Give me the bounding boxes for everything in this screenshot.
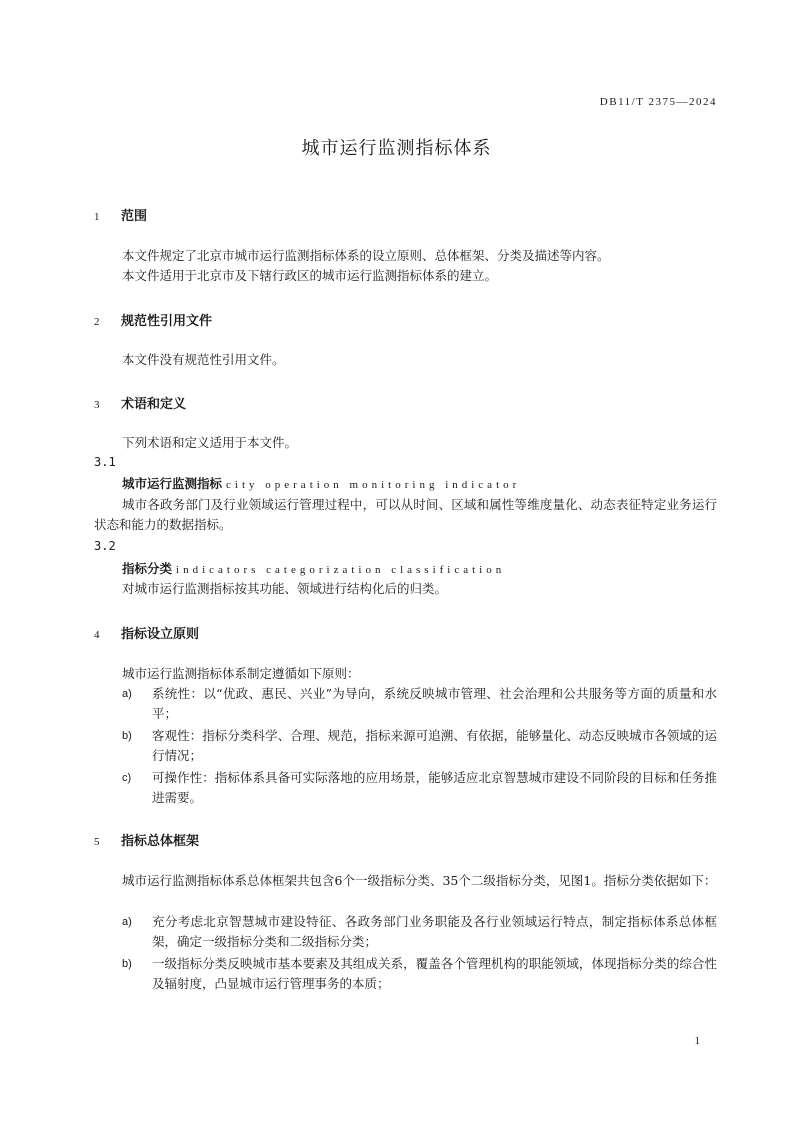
section-number: 3 xyxy=(94,399,100,411)
section-1-heading xyxy=(94,205,147,224)
section-5-heading xyxy=(94,830,199,849)
list-item xyxy=(122,954,717,994)
list-label: b) xyxy=(122,730,132,742)
document-id: DB11/T 2375—2024 xyxy=(599,96,717,108)
paragraph: 城市运行监测指标体系制定遵循如下原则： xyxy=(122,666,360,681)
list-label: a) xyxy=(122,688,132,700)
section-title: 术语和定义 xyxy=(121,397,187,412)
section-3-heading xyxy=(94,393,186,412)
section-2-heading xyxy=(94,310,212,329)
paragraph: 城市运行监测指标体系总体框架共包含6个一级指标分类、35个二级指标分类，见图1。指标分类依据如下： xyxy=(122,873,717,888)
list-item xyxy=(122,726,717,766)
paragraph: 本文件适用于北京市及下辖行政区的城市运行监测指标体系的建立。 xyxy=(122,268,498,283)
term-entry xyxy=(122,559,505,577)
term-en: indicators categorization classification xyxy=(176,564,506,576)
list-label: c) xyxy=(122,772,132,784)
term-definition: 对城市运行监测指标按其功能、领域进行结构化后的归类。 xyxy=(122,581,448,596)
page-number: 1 xyxy=(694,1035,700,1047)
term-zh: 指标分类 xyxy=(122,561,173,576)
paragraph: 本文件没有规范性引用文件。 xyxy=(122,352,285,367)
section-title: 规范性引用文件 xyxy=(121,314,213,329)
section-number: 2 xyxy=(94,316,100,328)
term-number: 3.2 xyxy=(94,539,116,553)
term-entry xyxy=(122,474,520,492)
section-4-heading xyxy=(94,623,199,642)
section-number: 4 xyxy=(94,629,100,641)
section-title: 范围 xyxy=(121,209,148,224)
list-item xyxy=(122,912,717,952)
list-text: 系统性：以“优政、惠民、兴业”为导向，系统反映城市管理、社会治理和公共服务等方面的质量和水平； xyxy=(152,686,717,721)
list-text: 一级指标分类反映城市基本要素及其组成关系，覆盖各个管理机构的职能领域，体现指标分类的综合性及辐射度，凸显城市运行管理事务的本质； xyxy=(152,956,717,991)
page-title: 城市运行监测指标体系 xyxy=(301,138,492,159)
list-label: b) xyxy=(122,958,132,970)
section-number: 5 xyxy=(94,836,100,848)
section-number: 1 xyxy=(94,211,100,223)
paragraph: 下列术语和定义适用于本文件。 xyxy=(122,435,298,450)
section-title: 指标总体框架 xyxy=(121,834,200,849)
list-label: a) xyxy=(122,916,132,928)
term-en: city operation monitoring indicator xyxy=(226,479,521,491)
list-item xyxy=(122,768,717,808)
list-text: 客观性：指标分类科学、合理、规范，指标来源可追溯、有依据，能够量化、动态反映城市各领域的运行情况； xyxy=(152,728,717,763)
list-item xyxy=(122,684,717,724)
paragraph: 本文件规定了北京市城市运行监测指标体系的设立原则、总体框架、分类及描述等内容。 xyxy=(122,248,610,263)
term-definition: 城市各政务部门及行业领域运行管理过程中，可以从时间、区域和属性等维度量化、动态表征特定业务运行状态和能力的数据指标。 xyxy=(94,497,717,532)
section-title: 指标设立原则 xyxy=(121,627,200,642)
list-text: 可操作性：指标体系具备可实际落地的应用场景，能够适应北京智慧城市建设不同阶段的目标和任务推进需要。 xyxy=(152,770,717,805)
term-zh: 城市运行监测指标 xyxy=(122,476,223,491)
list-text: 充分考虑北京智慧城市建设特征、各政务部门业务职能及各行业领域运行特点，制定指标体系总体框架，确定一级指标分类和二级指标分类； xyxy=(152,914,717,949)
term-number: 3.1 xyxy=(94,455,116,469)
